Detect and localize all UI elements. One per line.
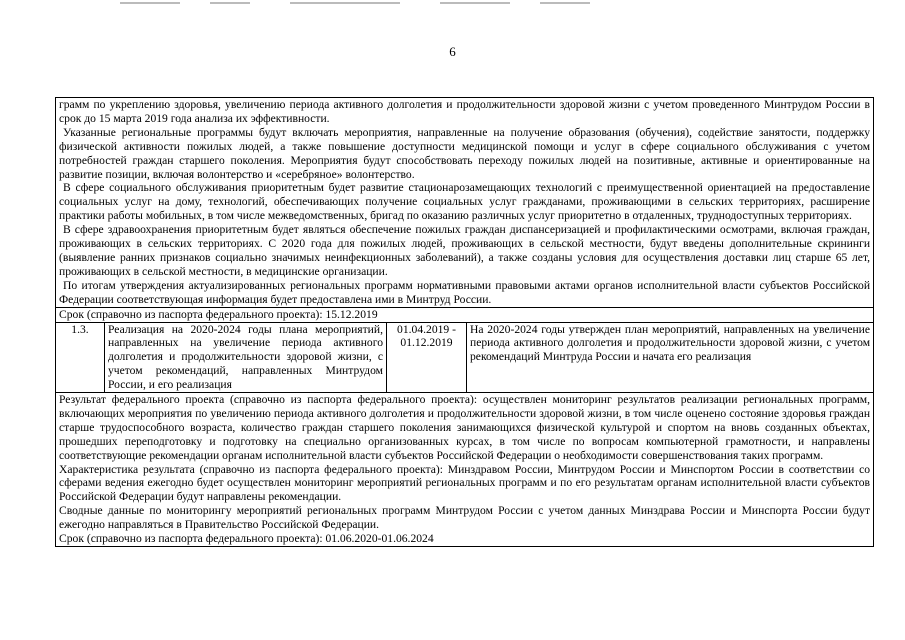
result-row	[56, 393, 874, 547]
result-paragraph: Характеристика результата (справочно из паспорта федерального проекта): Минздравом России, Минтрудом России и Минспортом России в соответствии со сферами ведения ежегодно будет осуществлен мониторинг мероприятий региональных программ и по его результатам органам исполнительной власти субъектов Российской Федерации будут направлены рекомендации.	[59, 462, 871, 504]
scan-artifact-marks	[120, 2, 620, 5]
continuation-paragraph: В сфере здравоохранения приоритетным будет являться обеспечение пожилых граждан диспансеризацией и профилактическими осмотрами, включая граждан, проживающих в сельских территориях. С 2020 года для пожилых людей, проживающих в сельской местности, будут введены дополнительные скрининги (выявление ранних признаков социально значимых неинфекционных заболеваний), а также созданы условия для осуществления доставки лиц старше 65 лет, проживающих в сельской местности, в медицинские организации.	[59, 223, 871, 278]
deadline-row	[56, 307, 874, 322]
item-description: Реализация на 2020-2024 годы плана мероприятий, направленных на увеличение периода активного долголетия и продолжительности здоровой жизни, с учетом рекомендаций, направленных Минтрудом России, и его реализация	[105, 322, 387, 393]
deadline-text: Срок (справочно из паспорта федерального проекта): 15.12.2019	[59, 307, 378, 321]
deadline-cell	[56, 307, 874, 322]
item-number: 1.3.	[56, 322, 105, 393]
continuation-cell	[56, 98, 874, 308]
document-table	[55, 97, 874, 547]
continuation-paragraph: Указанные региональные программы будут включать мероприятия, направленные на получение образования (обучения), содействие занятости, поддержку физической активности пожилых людей, а также повышение доступности медицинской помощи и услуг в сфере социального обслуживания с учетом потребностей граждан старшего поколения. Мероприятия будут способствовать переходу пожилых людей на позитивные, активные и ориентированные на развитие позиции, включая волонтерство и «серебряное» волонтерство.	[59, 125, 871, 181]
page-number: 6	[449, 44, 456, 59]
continuation-row	[56, 98, 874, 308]
item-result: На 2020-2024 годы утвержден план мероприятий, направленных на увеличение периода активного долголетия и продолжительности здоровой жизни, с учетом рекомендаций Минтруда России и начата его реализация	[467, 322, 874, 393]
item-row	[56, 322, 874, 393]
result-paragraph: Сводные данные по мониторингу мероприятий региональных программ Минтрудом России с учетом данных Минздрава России и Минспорта России будут ежегодно направляться в Правительство Российской Федерации.	[59, 504, 871, 532]
continuation-paragraph: В сфере социального обслуживания приоритетным будет развитие стационарозамещающих технологий с преимущественной ориентацией на предоставление социальных услуг на дому, технологий, обеспечивающих получение социальных услуг гражданами, проживающими в сельских территориях, расширение практики работы мобильных, в том числе межведомственных, бригад по оказанию различных услуг приоритетно в отдаленных, труднодоступных территориях.	[59, 181, 871, 223]
result-cell	[56, 393, 874, 547]
continuation-paragraph: По итогам утверждения актуализированных региональных программ нормативными правовыми актами органов исполнительной власти субъектов Российской Федерации соответствующая информация будет предоставлена ими в Минтруд России.	[59, 278, 871, 306]
continuation-paragraph: грамм по укреплению здоровья, увеличению периода активного долголетия и продолжительности здоровой жизни с учетом проведенного Минтрудом России в срок до 15 марта 2019 года анализа их эффективности.	[59, 98, 871, 125]
item-dates: 01.04.2019 - 01.12.2019	[387, 322, 467, 393]
result-paragraph: Результат федерального проекта (справочно из паспорта федерального проекта): осуществлен мониторинг результатов реализации региональных программ, включающих мероприятия по увеличению периода активного долголетия и продолжительности здоровой жизни, в том числе оценено состояние здоровья граждан старше трудоспособного возраста, количество граждан старшего поколения занимающихся физической культурой и спортом на вновь созданных объектах, прошедших переподготовку и подготовку на специально организованных курсах, в том числе по вопросам компьютерной грамотности, и направлены соответствующие рекомендации органам исполнительной власти субъектов Российской Федерации о необходимости совершенствования таких программ.	[59, 393, 871, 462]
result-deadline: Срок (справочно из паспорта федерального проекта): 01.06.2020-01.06.2024	[59, 532, 434, 546]
